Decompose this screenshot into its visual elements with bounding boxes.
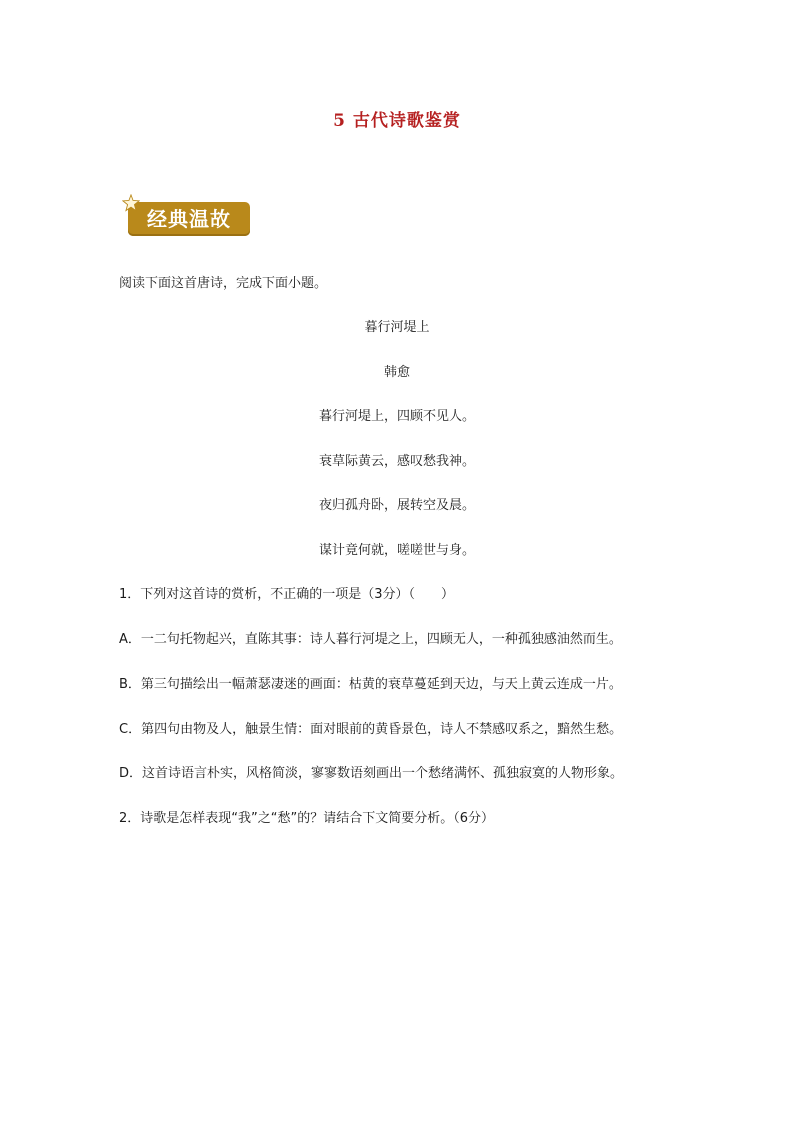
sparkle-star-icon: [122, 194, 140, 212]
question-1-option-b: B．第三句描绘出一幅萧瑟凄迷的画面：枯黄的衰草蔓延到天边，与天上黄云连成一片。: [119, 677, 622, 692]
poem-line: 暮行河堤上，四顾不见人。: [318, 409, 475, 424]
poem-title: 暮行河堤上: [364, 320, 430, 335]
poem-line: 夜归孤舟卧，展转空及晨。: [318, 498, 475, 513]
page-title: 5 古代诗歌鉴赏: [333, 111, 461, 131]
banner-label: 经典温故: [147, 207, 231, 231]
question-1-option-c: C．第四句由物及人，触景生情：面对眼前的黄昏景色，诗人不禁感叹系之，黯然生愁。: [119, 722, 623, 737]
question-1-option-a: A．一二句托物起兴，直陈其事：诗人暮行河堤之上，四顾无人，一种孤独感油然而生。: [119, 632, 622, 647]
section-banner: [128, 200, 250, 236]
poem-line: 衰草际黄云，感叹愁我神。: [318, 454, 475, 469]
poem-author: 韩愈: [383, 365, 410, 380]
question-1-stem: 1．下列对这首诗的赏析，不正确的一项是（3分）（ ）: [119, 587, 455, 602]
poem-line: 谋计竟何就，嗟嗟世与身。: [318, 543, 475, 558]
question-2-stem: 2．诗歌是怎样表现“我”之“愁”的？请结合下文简要分析。（6分）: [119, 811, 494, 826]
intro-text: 阅读下面这首唐诗，完成下面小题。: [119, 276, 328, 291]
question-1-option-d: D．这首诗语言朴实，风格简淡，寥寥数语刻画出一个愁绪满怀、孤独寂寞的人物形象。: [119, 766, 624, 781]
